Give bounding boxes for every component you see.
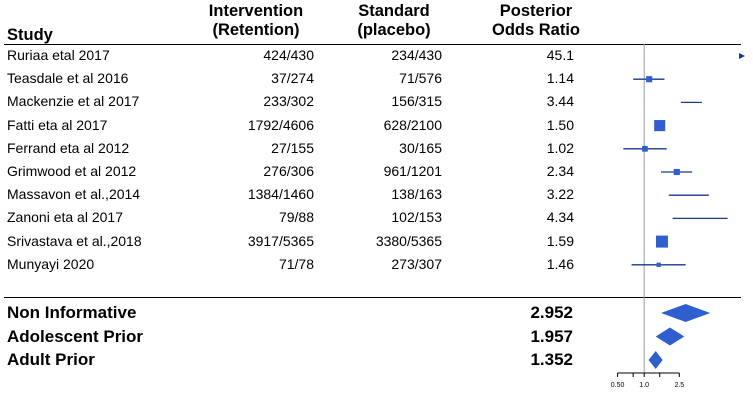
standard-value: 30/165 bbox=[399, 139, 442, 156]
header-standard-line1: Standard bbox=[358, 2, 430, 20]
intervention-value: 79/88 bbox=[278, 209, 314, 226]
standard-value: 138/163 bbox=[391, 186, 442, 203]
x-tick-label: 2.5 bbox=[674, 382, 685, 389]
standard-value: 3380/5365 bbox=[375, 232, 442, 249]
odds-ratio-value: 4.34 bbox=[546, 209, 574, 226]
summary-value: 1.352 bbox=[530, 350, 573, 369]
study-name: Teasdale et al 2016 bbox=[7, 70, 129, 87]
odds-ratio-value: 3.22 bbox=[546, 186, 574, 203]
standard-value: 102/153 bbox=[391, 209, 442, 226]
header-intervention-line2: (Retention) bbox=[212, 21, 300, 39]
x-tick-label: 0.50 bbox=[610, 382, 625, 389]
odds-ratio-value: 1.50 bbox=[546, 116, 574, 133]
standard-value: 156/315 bbox=[391, 93, 442, 110]
study-name: Ferrand eta al 2012 bbox=[7, 139, 130, 156]
odds-ratio-value: 1.02 bbox=[546, 139, 574, 156]
point-estimate bbox=[642, 146, 648, 152]
point-estimate bbox=[657, 263, 661, 267]
summary-value: 2.952 bbox=[530, 303, 573, 322]
intervention-value: 37/274 bbox=[271, 70, 314, 87]
standard-value: 961/1201 bbox=[383, 163, 442, 179]
point-estimate bbox=[646, 76, 652, 82]
study-name: Massavon et al.,2014 bbox=[7, 186, 141, 203]
intervention-value: 276/306 bbox=[263, 163, 314, 179]
odds-ratio-value: 1.59 bbox=[546, 232, 574, 249]
header-study: Study bbox=[7, 26, 53, 44]
header-standard-line2: (placebo) bbox=[357, 21, 431, 39]
summary-diamond bbox=[656, 328, 685, 346]
odds-ratio-value: 45.1 bbox=[546, 47, 574, 63]
intervention-value: 424/430 bbox=[263, 47, 314, 63]
study-name: Munyayi 2020 bbox=[7, 255, 95, 272]
intervention-value: 71/78 bbox=[278, 255, 314, 272]
summary-label: Non Informative bbox=[7, 303, 137, 322]
x-tick-label: 1.0 bbox=[639, 382, 650, 389]
intervention-value: 27/155 bbox=[271, 139, 314, 156]
study-name: Grimwood et al 2012 bbox=[7, 163, 137, 179]
standard-value: 71/576 bbox=[399, 70, 442, 87]
study-name: Zanoni eta al 2017 bbox=[7, 209, 123, 226]
standard-value: 628/2100 bbox=[383, 116, 442, 133]
summary-label: Adult Prior bbox=[7, 350, 95, 369]
study-name: Mackenzie et al 2017 bbox=[7, 93, 140, 110]
study-name: Fatti eta al 2017 bbox=[7, 116, 108, 133]
summary-diamond bbox=[649, 351, 663, 369]
summary-value: 1.957 bbox=[530, 326, 573, 346]
intervention-value: 3917/5365 bbox=[247, 232, 314, 249]
point-estimate bbox=[656, 236, 668, 248]
intervention-value: 1792/4606 bbox=[247, 116, 314, 133]
odds-ratio-value: 2.34 bbox=[546, 163, 574, 179]
header-intervention-line1: Intervention bbox=[208, 2, 304, 20]
header-odds-ratio-line1: Posterior bbox=[499, 2, 573, 20]
standard-value: 234/430 bbox=[391, 47, 442, 63]
summary-diamond bbox=[661, 304, 710, 322]
header-odds-ratio-line2: Odds Ratio bbox=[491, 21, 580, 39]
study-name: Srivastava et al.,2018 bbox=[7, 232, 142, 249]
study-name: Ruriaa etal 2017 bbox=[7, 47, 110, 63]
summary-label: Adolescent Prior bbox=[7, 326, 144, 346]
odds-ratio-value: 1.46 bbox=[546, 255, 574, 272]
point-estimate bbox=[654, 120, 665, 131]
intervention-value: 233/302 bbox=[263, 93, 314, 110]
intervention-value: 1384/1460 bbox=[247, 186, 314, 203]
point-estimate bbox=[674, 169, 680, 175]
standard-value: 273/307 bbox=[391, 255, 442, 272]
ci-arrow bbox=[739, 53, 745, 59]
odds-ratio-value: 3.44 bbox=[546, 93, 574, 110]
odds-ratio-value: 1.14 bbox=[546, 70, 574, 87]
